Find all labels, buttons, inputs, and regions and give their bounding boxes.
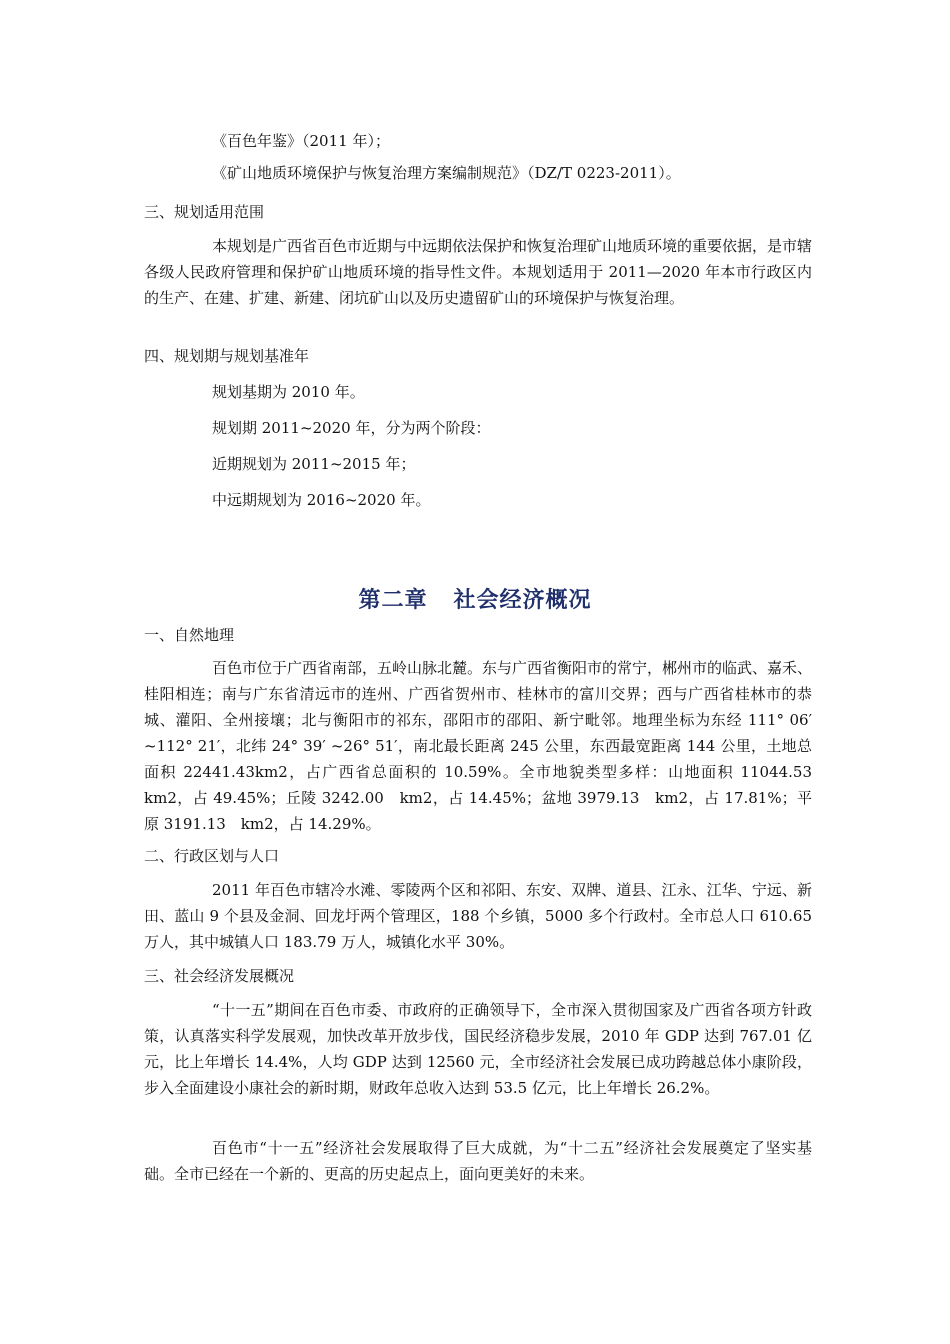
reference-item: 《百色年鉴》（2011 年）； xyxy=(212,132,390,150)
text-line: 中远期规划为 2016~2020 年。 xyxy=(212,491,431,509)
paragraph: “十一五”期间在百色市委、市政府的正确领导下，全市深入贯彻国家及广西省各项方针政策，认真落实科学发展观，加快改革开放步伐，国民经济稳步发展，2010 年 GDP 达到 767.01 亿元，比上年增长 14.4%，人均 GDP 达到 12560 元，全市经济社会发展已成功跨越总体小康阶段，步入全面建设小康社会的新时期，财政年总收入达到 53.5 亿元，比上年增长 26.2%。 xyxy=(144,1001,812,1097)
section-heading: 三、社会经济发展概况 xyxy=(144,967,295,985)
paragraph: 2011 年百色市辖冷水滩、零陵两个区和祁阳、东安、双牌、道县、江永、江华、宁远、新田、蓝山 9 个县及金洞、回龙圩两个管理区，188 个乡镇，5000 多个行政村。全市总人口 610.65 万人，其中城镇人口 183.79 万人，城镇化水平 30%。 xyxy=(144,881,812,951)
paragraph: 百色市“十一五”经济社会发展取得了巨大成就，为“十二五”经济社会发展奠定了坚实基础。全市已经在一个新的、更高的历史起点上，面向更美好的未来。 xyxy=(144,1139,812,1183)
section-heading: 一、自然地理 xyxy=(144,626,235,644)
chapter-title xyxy=(0,583,950,614)
chapter-number: 第二章 xyxy=(358,588,428,613)
text-line: 近期规划为 2011~2015 年； xyxy=(212,455,416,473)
section-heading: 三、规划适用范围 xyxy=(144,203,265,221)
chapter-name: 社会经济概况 xyxy=(453,588,592,613)
text-line: 规划期 2011~2020 年，分为两个阶段： xyxy=(212,419,491,437)
text-line: 规划基期为 2010 年。 xyxy=(212,383,365,401)
section-heading: 四、规划期与规划基准年 xyxy=(144,347,310,365)
paragraph: 本规划是广西省百色市近期与中远期依法保护和恢复治理矿山地质环境的重要依据，是市辖各级人民政府管理和保护矿山地质环境的指导性文件。本规划适用于 2011—2020 年本市行政区内的生产、在建、扩建、新建、闭坑矿山以及历史遗留矿山的环境保护与恢复治理。 xyxy=(144,237,813,307)
section-heading: 二、行政区划与人口 xyxy=(144,847,280,865)
reference-item: 《矿山地质环境保护与恢复治理方案编制规范》（DZ/T 0223-2011）。 xyxy=(212,164,681,182)
paragraph: 百色市位于广西省南部，五岭山脉北麓。东与广西省衡阳市的常宁，郴州市的临武、嘉禾、桂阳相连；南与广东省清远市的连州、广西省贺州市、桂林市的富川交界；西与广西省桂林市的恭城、灌阳、全州接壤；北与衡阳市的祁东，邵阳市的邵阳、新宁毗邻。地理坐标为东经 111° 06′ ~112° 21′，北纬 24° 39′ ~26° 51′，南北最长距离 245 公里，东西最宽距离 144 公里，土地总面积 22441.43km2，占广西省总面积的 10.59%。全市地貌类型多样：山地面积 11044.53 km2，占 49.45%；丘陵 3242.00 km2，占 14.45%；盆地 3979.13 km2，占 17.81%；平原 3191.13 km2，占 14.29%。 xyxy=(144,659,828,833)
